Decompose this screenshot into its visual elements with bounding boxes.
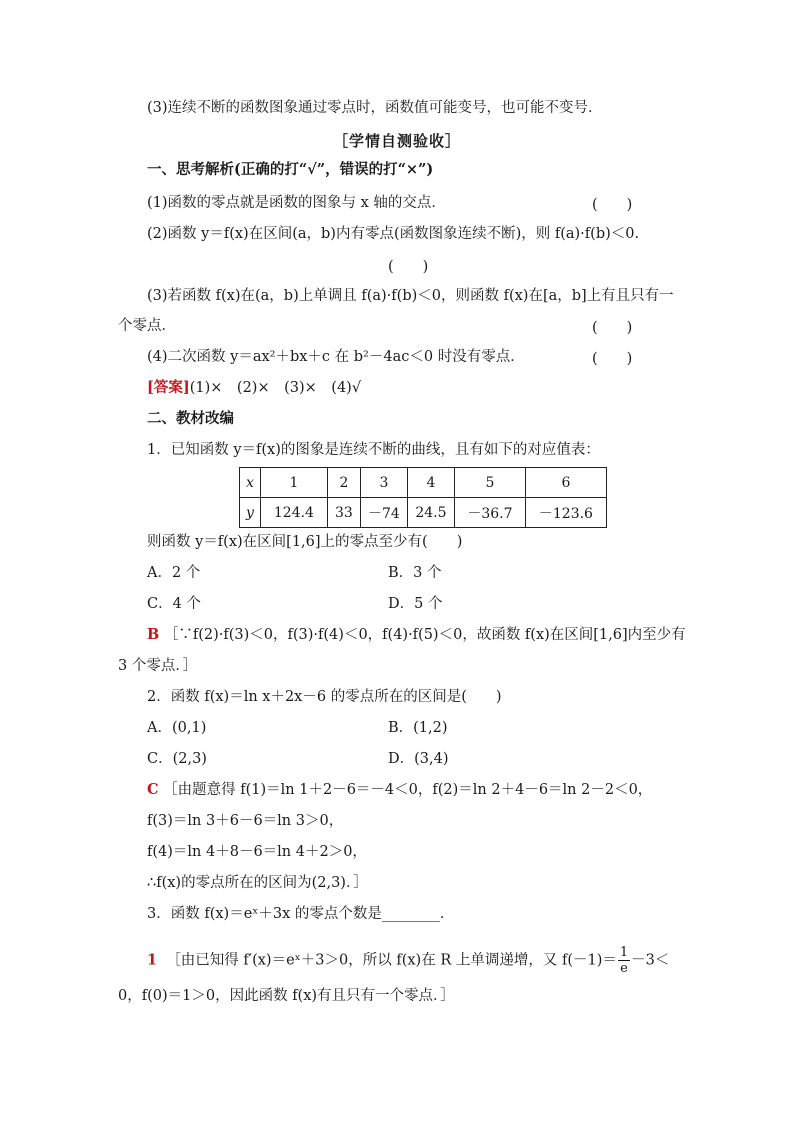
q1-explanation-cont: 3 个零点．］ (118, 658, 198, 674)
q2-stem: 2．函数 f(x)＝ln x＋2x－6 的零点所在的区间是( ) (147, 689, 502, 705)
q1-answer-letter: B (147, 626, 160, 643)
judge-item-3-cont: 个零点． (118, 318, 176, 334)
table-cell: x (240, 468, 261, 498)
q3-explanation-cont: 0，f(0)＝1＞0，因此函数 f(x)有且只有一个零点．］ (118, 988, 455, 1004)
table-cell: 33 (327, 498, 360, 528)
answer-line (147, 378, 361, 398)
answer-blank-1: ( ) (592, 197, 633, 213)
q3-explanation-a: ［由已知得 f′(x)＝eˣ＋3＞0，所以 f(x)在 R 上单调递增，又 f(－1)＝ (166, 952, 617, 969)
judge-item-4: (4)二次函数 y＝ax²＋bx＋c 在 b²－4ac＜0 时没有零点． (147, 349, 525, 365)
table-cell: 124.4 (260, 498, 327, 528)
q3-fraction (618, 945, 630, 976)
q3-explanation (147, 945, 669, 976)
table-cell: －74 (360, 498, 407, 528)
table-cell: 2 (327, 468, 360, 498)
judge-item-1: (1)函数的零点就是函数的图象与 x 轴的交点． (147, 195, 446, 211)
table-cell: 3 (360, 468, 407, 498)
part2-heading: 二、教材改编 (147, 410, 234, 427)
table-cell: y (240, 498, 261, 528)
table-cell: 1 (260, 468, 327, 498)
part1-heading: 一、思考解析(正确的打“√”，错误的打“×”) (147, 161, 434, 178)
q2-option-a: A．(0,1) (147, 720, 207, 736)
q2-option-d: D．(3,4) (388, 751, 449, 767)
table-cell: 24.5 (407, 498, 454, 528)
answer-text: (1)× (2)× (3)× (4)√ (189, 380, 362, 396)
q1-option-c: C．4 个 (147, 596, 201, 612)
q3-stem: 3．函数 f(x)＝eˣ＋3x 的零点个数是________． (147, 906, 455, 922)
judge-item-2: (2)函数 y＝f(x)在区间(a，b)内有零点(函数图象连续不断)，则 f(a)·f(b)＜0. (147, 226, 640, 242)
q2-option-c: C．(2,3) (147, 751, 207, 767)
q2-option-b: B．(1,2) (388, 720, 448, 736)
q2-explanation-line-4: ∴f(x)的零点所在的区间为(2,3)．］ (147, 875, 368, 891)
q2-explanation-line-2: f(3)＝ln 3＋6－6＝ln 3＞0， (147, 813, 344, 829)
q2-explanation-line-3: f(4)＝ln 4＋8－6＝ln 4＋2＞0， (147, 844, 367, 860)
table-cell: 6 (525, 468, 606, 498)
table-cell: 5 (454, 468, 525, 498)
value-table (239, 467, 607, 528)
q3-fraction-num: 1 (619, 945, 629, 960)
q1-option-a: A．2 个 (147, 565, 201, 581)
table-row (240, 498, 607, 528)
q1-option-b: B．3 个 (388, 565, 442, 581)
table-cell: 4 (407, 468, 454, 498)
q2-answer-letter: C (147, 781, 159, 798)
q1-ask: 则函数 y＝f(x)在区间[1,6]上的零点至少有( ) (147, 534, 463, 550)
judge-item-3: (3)若函数 f(x)在(a，b)上单调且 f(a)·f(b)＜0，则函数 f(x)在[a，b]上有且只有一 (147, 288, 674, 304)
q3-fraction-den: e (620, 961, 628, 976)
q1-explanation (147, 625, 686, 645)
q2-explanation-line-1: ［由题意得 f(1)＝ln 1＋2－6＝－4＜0，f(2)＝ln 2＋4－6＝ln 2－2＜0， (163, 782, 653, 798)
answer-blank-4: ( ) (592, 351, 633, 367)
table-cell: －123.6 (525, 498, 606, 528)
answer-blank-2: ( ) (388, 259, 429, 275)
q1-option-d: D．5 个 (388, 596, 443, 612)
q2-explanation (147, 780, 652, 800)
answer-blank-3: ( ) (592, 320, 633, 336)
table-row (240, 468, 607, 498)
intro-text: (3)连续不断的函数图象通过零点时，函数值可能变号，也可能不变号． (147, 100, 603, 116)
q1-explanation-text: ［∵f(2)·f(3)＜0，f(3)·f(4)＜0，f(4)·f(5)＜0，故函数 f(x)在区间[1,6]内至少有 (163, 627, 686, 643)
q1-stem: 1．已知函数 y＝f(x)的图象是连续不断的曲线，且有如下的对应值表： (147, 442, 600, 458)
table-cell: －36.7 (454, 498, 525, 528)
q3-answer: 1 (147, 951, 158, 969)
section-title: ［学情自测验收］ (332, 132, 461, 150)
q3-explanation-b: －3＜ (631, 952, 670, 969)
answer-label: [答案] (147, 379, 190, 396)
